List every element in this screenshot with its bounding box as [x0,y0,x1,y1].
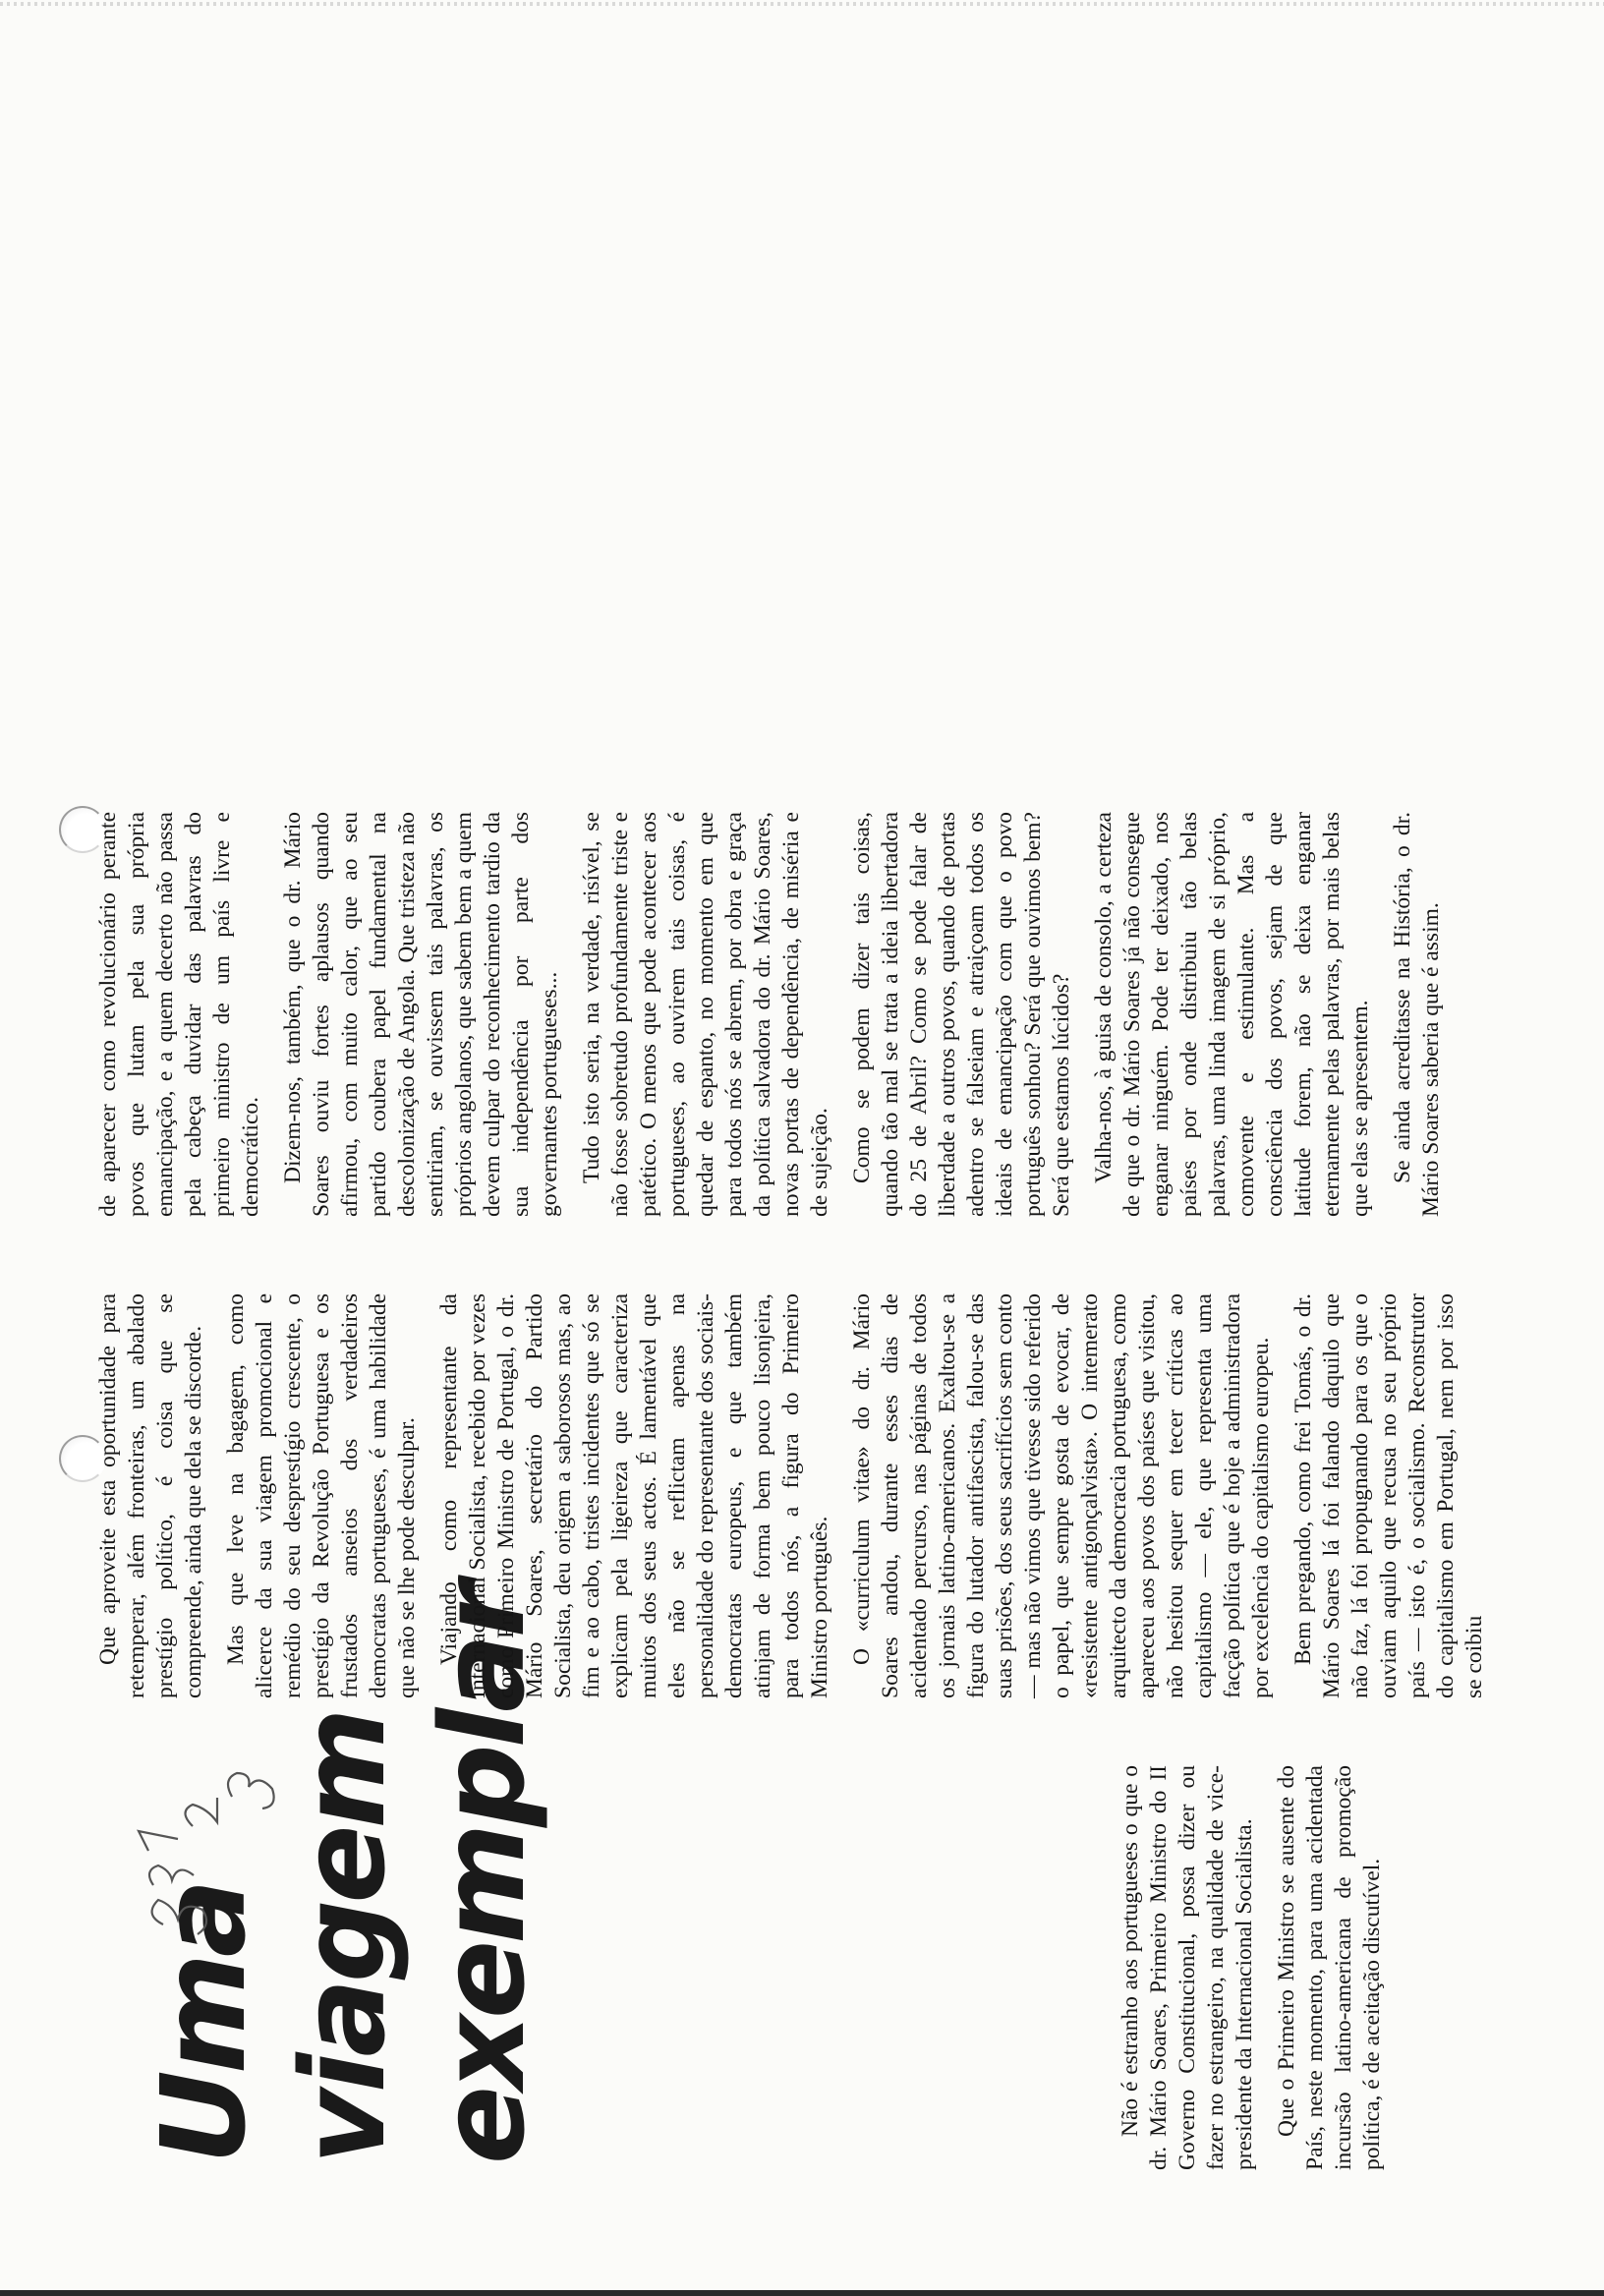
paragraph: Se ainda acreditasse na História, o dr. Mário Soares saberia que é assim. [1390,812,1444,1217]
newspaper-article [94,116,1510,2180]
paragraph: Bem pregando, como frei Tomás, o dr. Mário Soares lá foi falando daquilo que não faz, lá foi propugnando para os que o ouviam aquilo que recusa no seu próprio país — isto é, o socialismo. Reconstrutor do capitalismo em Portugal, nem por isso se coibiu [1290,1293,1487,1698]
lede-column [1117,1765,1401,2170]
paragraph: Viajando como representante da Internacional Socialista, recebido por vezes como Primeiro Ministro de Portugal, o dr. Mário Soares, secretário do Partido Socialista, deu origem a saborosos mas, ao fim e ao cabo, tristes incidentes que só se explicam pela ligeireza que caracteriza muitos dos seus actos. É lamentável que eles não se reflictam apenas na personalidade do representante dos sociais-democratas europeus, e que também atinjam de forma bem pouco lisonjeira, para todos nós, a figura do Primeiro Ministro português. [436,1293,832,1698]
headline-line-3: exemplar [415,1584,550,2164]
lede-paragraph-2: Que o Primeiro Ministro se ausente do País, neste momento, para uma acidentada incursão latino-americana de promoção política, é de aceitação discutível. [1274,1765,1385,2170]
paragraph: de aparecer como revolucionário perante povos que lutam pela sua própria emancipação, e a quem decerto não passa pela cabeça duvidar das palavras do primeiro ministro de um país livre e democrático. [95,812,263,1217]
paragraph: Tudo isto seria, na verdade, risível, se não fosse sobretudo profundamente triste e patético. O menos que pode acontecer aos portugueses, ao ouvirem tais coisas, é quedar de espanto, no momento em que para todos nós se abrem, por obra e graça da política salvadora do dr. Mário Soares, novas portas de dependência, de miséria e de sujeição. [579,812,832,1217]
paragraph: Valha-nos, à guisa de consolo, a certeza de que o dr. Mário Soares já não consegue enganar ninguém. Pode ter deixado, nos países por onde distribuiu tão belas palavras, uma linda imagem de si próprio, comovente e estimulante. Mas a consciência dos povos, sejam de que latitude forem, não se deixa enganar eternamente pelas palavras, por mais belas que elas se apresentem. [1091,812,1373,1217]
headline-line-2: viagem [275,1711,411,2164]
body-column-3 [94,812,1460,1217]
paragraph: Como se podem dizer tais coisas, quando tão mal se trata a ideia libertadora do 25 de Abril? Como se pode falar de liberdade a outros povos, quando de portas adentro se falseiam e atraiçoam todos os ideais de emancipação com que o povo português sonhou? Será que ouvimos bem? Será que estamos lúcidos? [849,812,1074,1217]
paragraph: Que aproveite esta oportunidade para retemperar, além fronteiras, um abalado prestígio político, é coisa que se compreende, ainda que dela se discorde. [95,1293,206,1698]
scan-bottom-edge [0,2290,1604,2296]
headline-line-1: Uma [136,1882,271,2164]
paragraph: Dizem-nos, também, que o dr. Mário Soares ouviu fortes aplausos quando afirmou, com muito calor, que ao seu partido coubera papel fundamental na descolonização de Angola. Que tristeza não sentiriam, se ouvissem tais palavras, os próprios angolanos, que sabem bem a quem devem culpar do reconhecimento tardio da sua independência por parte dos governantes portugueses... [280,812,562,1217]
scan-artifact-top [0,2,1604,6]
paragraph: O «curriculum vitae» do dr. Mário Soares andou, durante esses dias de acidentado percurso, nas páginas de todos os jornais latino-americanos. Exaltou-se a figura do lutador antifascista, falou-se das suas prisões, dos seus sacrifícios sem conto — mas não vimos que tivesse sido referido o papel, que sempre gosta de evocar, de «resistente antigonçalvista». O intemerato arquitecto da democracia portuguesa, como apareceu aos povos dos países que visitou, não hesitou sequer em tecer críticas ao capitalismo — ele, que representa uma facção política que é hoje a administradora por excelência do capitalismo europeu. [849,1293,1274,1698]
paragraph: Mas que leve na bagagem, como alicerce da sua viagem promocional e remédio do seu desprestígio crescente, o prestígio da Revolução Portuguesa e os frustados anseios dos verdadeiros democratas portugueses, é uma habilidade que não se lhe pode desculpar. [223,1293,420,1698]
body-column-2 [94,1293,1503,1698]
handwritten-annotation [124,1748,291,1944]
lede-paragraph-1: Não é estranho aos portugueses o que o dr. Mário Soares, Primeiro Ministro do II Governo Constitucional, possa dizer ou fazer no estrangeiro, na qualidade de vice-presidente da Internacional Socialista. [1117,1765,1257,2170]
